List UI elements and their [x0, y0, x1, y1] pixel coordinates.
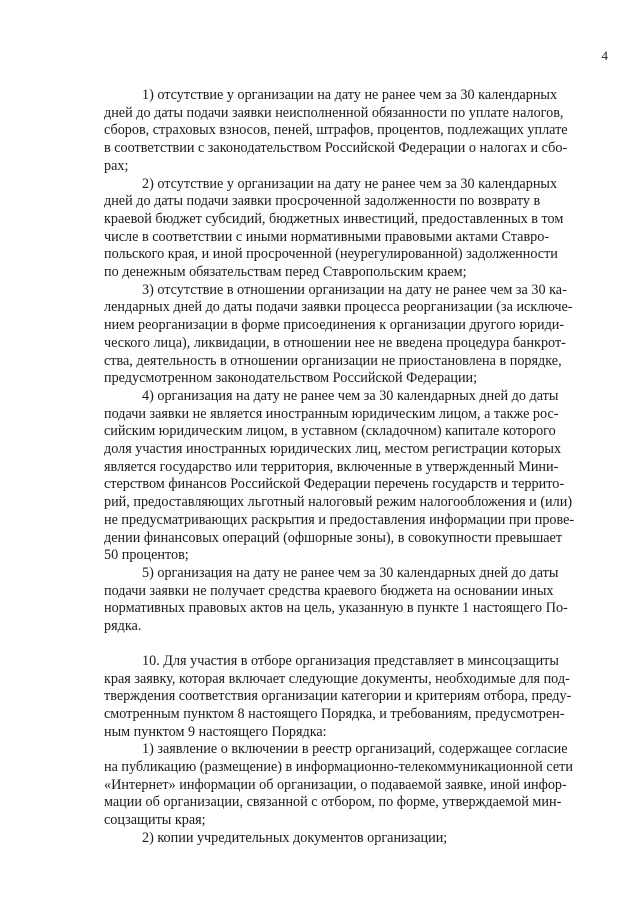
criterion-4: 4) организация на дату не ранее чем за 30 календарных дней до даты подачи заявки не является иностранным юридическим лицом, а также рос- сийским юридическим лицом, в уставном (складочном) капитале которого доля участия иностранных юридических лиц, местом регистрации которых является государство или территория, включенные в утвержденный Мини- стерством финансов Российской Федерации перечень государств и террито- рий, предоставляющих льготный налоговый режим налогообложения и (или) не предусматривающих раскрытия и предоставления информации при прове- дении финансовых операций (офшорные зоны), в совокупности превышает 50 процентов; — [104, 387, 575, 564]
section-10-item-1: 1) заявление о включении в реестр организаций, содержащее согласие на публикацию (размещение) в информационно-телекоммуникационной сети «Интернет» информации об организации, о подаваемой заявке, иной инфор- мации об организации, связанной с отбором, по форме, утверждаемой мин- соцзащиты края; — [104, 741, 573, 829]
section-gap — [104, 636, 604, 653]
document-body — [104, 87, 604, 848]
section-10-intro: 10. Для участия в отборе организация представляет в минсоцзащиты края заявку, которая включает следующие документы, необходимые для под- тверждения соответствия организации категории и критериям отбора, преду- смотренным пунктом 8 настоящего Порядка, и требованиям, предусмотрен- ным пунктом 9 настоящего Порядка: — [104, 652, 572, 740]
criterion-3: 3) отсутствие в отношении организации на дату не ранее чем за 30 ка- лендарных дней до даты подачи заявки процесса реорганизации (за исключе- нием реорганизации в форме присоединения к организации другого юриди- ческого лица), ликвидации, в отношении нее не введена процедура банкрот- ства, деятельность в отношении организации не приостановлена в порядке, предусмотренном законодательством Российской Федерации; — [104, 281, 573, 387]
criterion-1: 1) отсутствие у организации на дату не ранее чем за 30 календарных дней до даты подачи заявки неисполненной обязанности по уплате налогов, сборов, страховых взносов, пеней, штрафов, процентов, подлежащих уплате в соответствии с законодательством Российской Федерации о налогах и сбо- рах; — [104, 87, 568, 174]
section-10-item-2: 2) копии учредительных документов организации; — [142, 829, 448, 846]
criterion-2: 2) отсутствие у организации на дату не ранее чем за 30 календарных дней до даты подачи заявки просроченной задолженности по возврату в краевой бюджет субсидий, бюджетных инвестиций, предоставленных в том числе в соответствии с иными нормативными правовыми актами Ставро- польского края, и иной просроченной (неурегулированной) задолженности по денежным обязательствам перед Ставропольским краем; — [104, 175, 564, 281]
page-number: 4 — [601, 48, 608, 63]
criterion-5: 5) организация на дату не ранее чем за 30 календарных дней до даты подачи заявки не получает средства краевого бюджета на основании иных нормативных правовых актов на цель, указанную в пункте 1 настоящего По- рядка. — [104, 564, 568, 635]
